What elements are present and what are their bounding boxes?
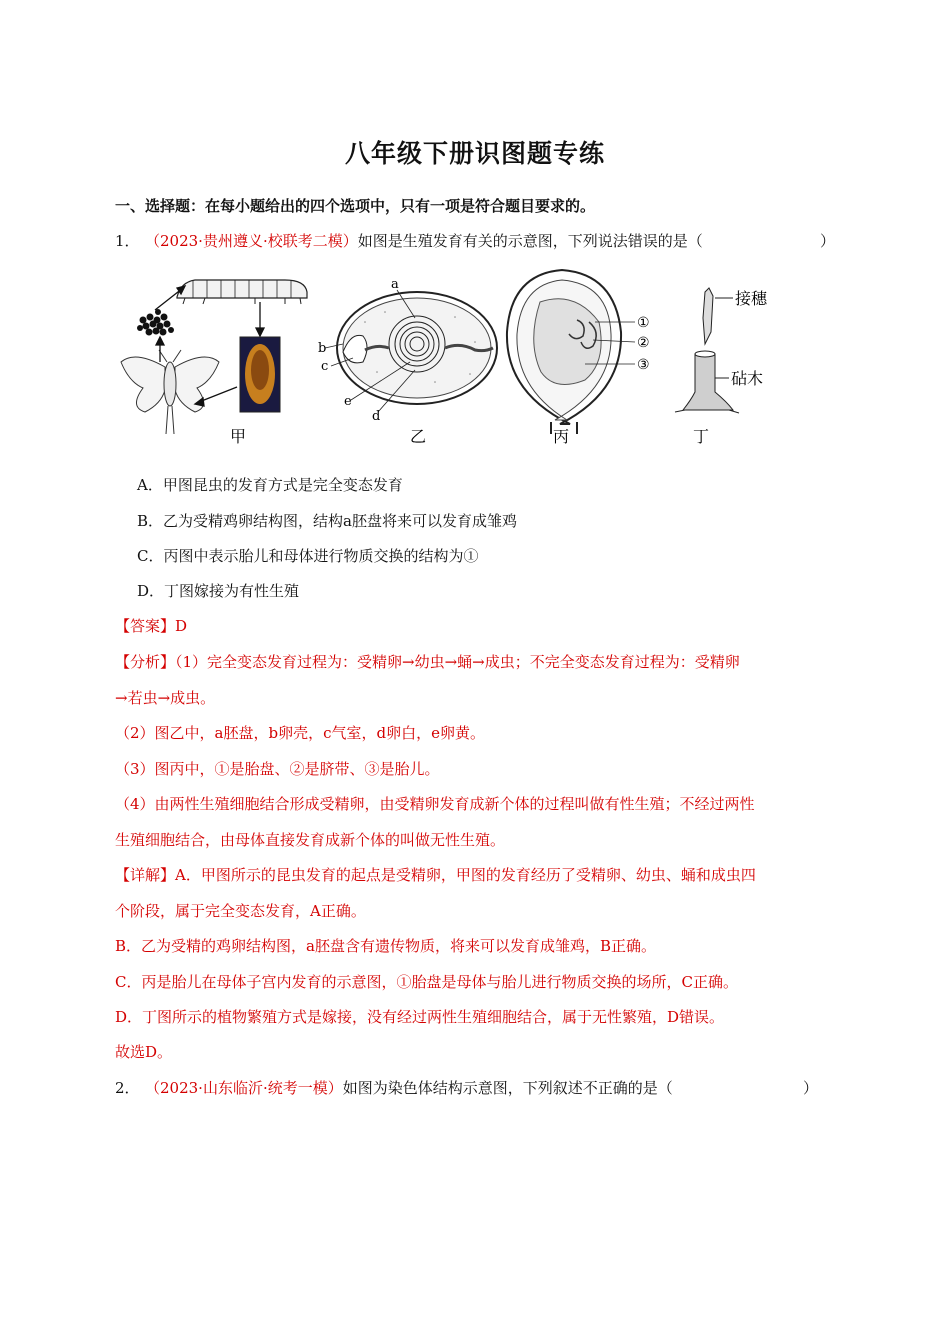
figure-label-jia: 甲 xyxy=(230,427,247,446)
figure-jia-insect-lifecycle xyxy=(121,280,307,446)
option-b: B．乙为受精鸡卵结构图，结构a胚盘将来可以发育成雏鸡 xyxy=(137,512,517,530)
detail-line-5: D．丁图所示的植物繁殖方式是嫁接，没有经过两性生殖细胞结合，属于无性繁殖，D错误。 xyxy=(115,1008,725,1026)
eggs-image xyxy=(137,309,174,336)
egg-label-a: a xyxy=(391,277,399,292)
figure-ding-grafting xyxy=(675,288,768,446)
pupa-image xyxy=(240,337,280,412)
detail-line-2: 个阶段，属于完全变态发育，A正确。 xyxy=(115,902,366,920)
question-number: 2． xyxy=(115,1079,140,1097)
answer-line: 【答案】D xyxy=(115,617,188,635)
reproduction-figure xyxy=(115,262,830,452)
detail-line-3: B．乙为受精的鸡卵结构图，a胚盘含有遗传物质，将来可以发育成雏鸡，B正确。 xyxy=(115,937,656,955)
egg-label-d: d xyxy=(372,409,381,424)
egg-label-e: e xyxy=(344,394,352,409)
answer-blank-close: ） xyxy=(803,1079,819,1097)
page-title: 八年级下册识图题专练 xyxy=(344,139,605,168)
figure-bing-fetus-uterus xyxy=(507,270,650,446)
question-source: （2023·贵州遵义·校联考二模） xyxy=(145,232,358,250)
moth-image xyxy=(121,350,219,434)
analysis-line-4: （3）图丙中，①是胎盘、②是脐带、③是胎儿。 xyxy=(115,760,440,778)
question-source: （2023·山东临沂·统考一模） xyxy=(145,1079,343,1097)
analysis-line-1: 【分析】（1）完全变态发育过程为：受精卵→幼虫→蛹→成虫；不完全变态发育过程为：受精卵 xyxy=(115,653,740,671)
graft-label-scion: 接穗 xyxy=(735,289,768,308)
egg-label-b: b xyxy=(318,341,327,356)
egg-label-c: c xyxy=(321,359,329,374)
analysis-line-3: （2）图乙中，a胚盘，b卵壳，c气室，d卵白，e卵黄。 xyxy=(115,724,485,742)
analysis-line-6: 生殖细胞结合，由母体直接发育成新个体的叫做无性生殖。 xyxy=(115,831,506,849)
figure-label-yi: 乙 xyxy=(410,427,427,446)
larva-image xyxy=(177,280,307,304)
conclusion-line: 故选D。 xyxy=(115,1043,173,1061)
question-stem: 如图是生殖发育有关的示意图，下列说法错误的是（ xyxy=(357,232,703,250)
question-stem: 如图为染色体结构示意图，下列叙述不正确的是（ xyxy=(342,1079,673,1097)
option-d: D．丁图嫁接为有性生殖 xyxy=(137,582,300,600)
figure-label-bing: 丙 xyxy=(553,427,570,446)
option-a: A．甲图昆虫的发育方式是完全变态发育 xyxy=(137,476,403,494)
detail-line-4: C．丙是胎儿在母体子宫内发育的示意图，①胎盘是母体与胎儿进行物质交换的场所，C正确。 xyxy=(115,973,738,991)
analysis-line-5: （4）由两性生殖细胞结合形成受精卵，由受精卵发育成新个体的过程叫做有性生殖；不经过两性 xyxy=(115,795,755,813)
womb-mark-1: ① xyxy=(637,315,650,331)
womb-mark-2: ② xyxy=(637,335,650,351)
detail-line-1: 【详解】A．甲图所示的昆虫发育的起点是受精卵，甲图的发育经历了受精卵、幼虫、蛹和成虫四 xyxy=(115,866,756,884)
graft-label-stock: 砧木 xyxy=(731,369,764,388)
figure-yi-egg-structure xyxy=(318,277,497,446)
womb-mark-3: ③ xyxy=(637,357,650,373)
option-c: C．丙图中表示胎儿和母体进行物质交换的结构为① xyxy=(137,547,479,565)
question-1 xyxy=(115,230,703,251)
question-2 xyxy=(115,1077,673,1098)
analysis-line-2: →若虫→成虫。 xyxy=(115,689,216,707)
figure-label-ding: 丁 xyxy=(693,427,710,446)
answer-blank-close: ） xyxy=(820,232,836,250)
question-number: 1． xyxy=(115,232,140,250)
section-heading: 一、选择题：在每小题给出的四个选项中，只有一项是符合题目要求的。 xyxy=(115,197,596,215)
